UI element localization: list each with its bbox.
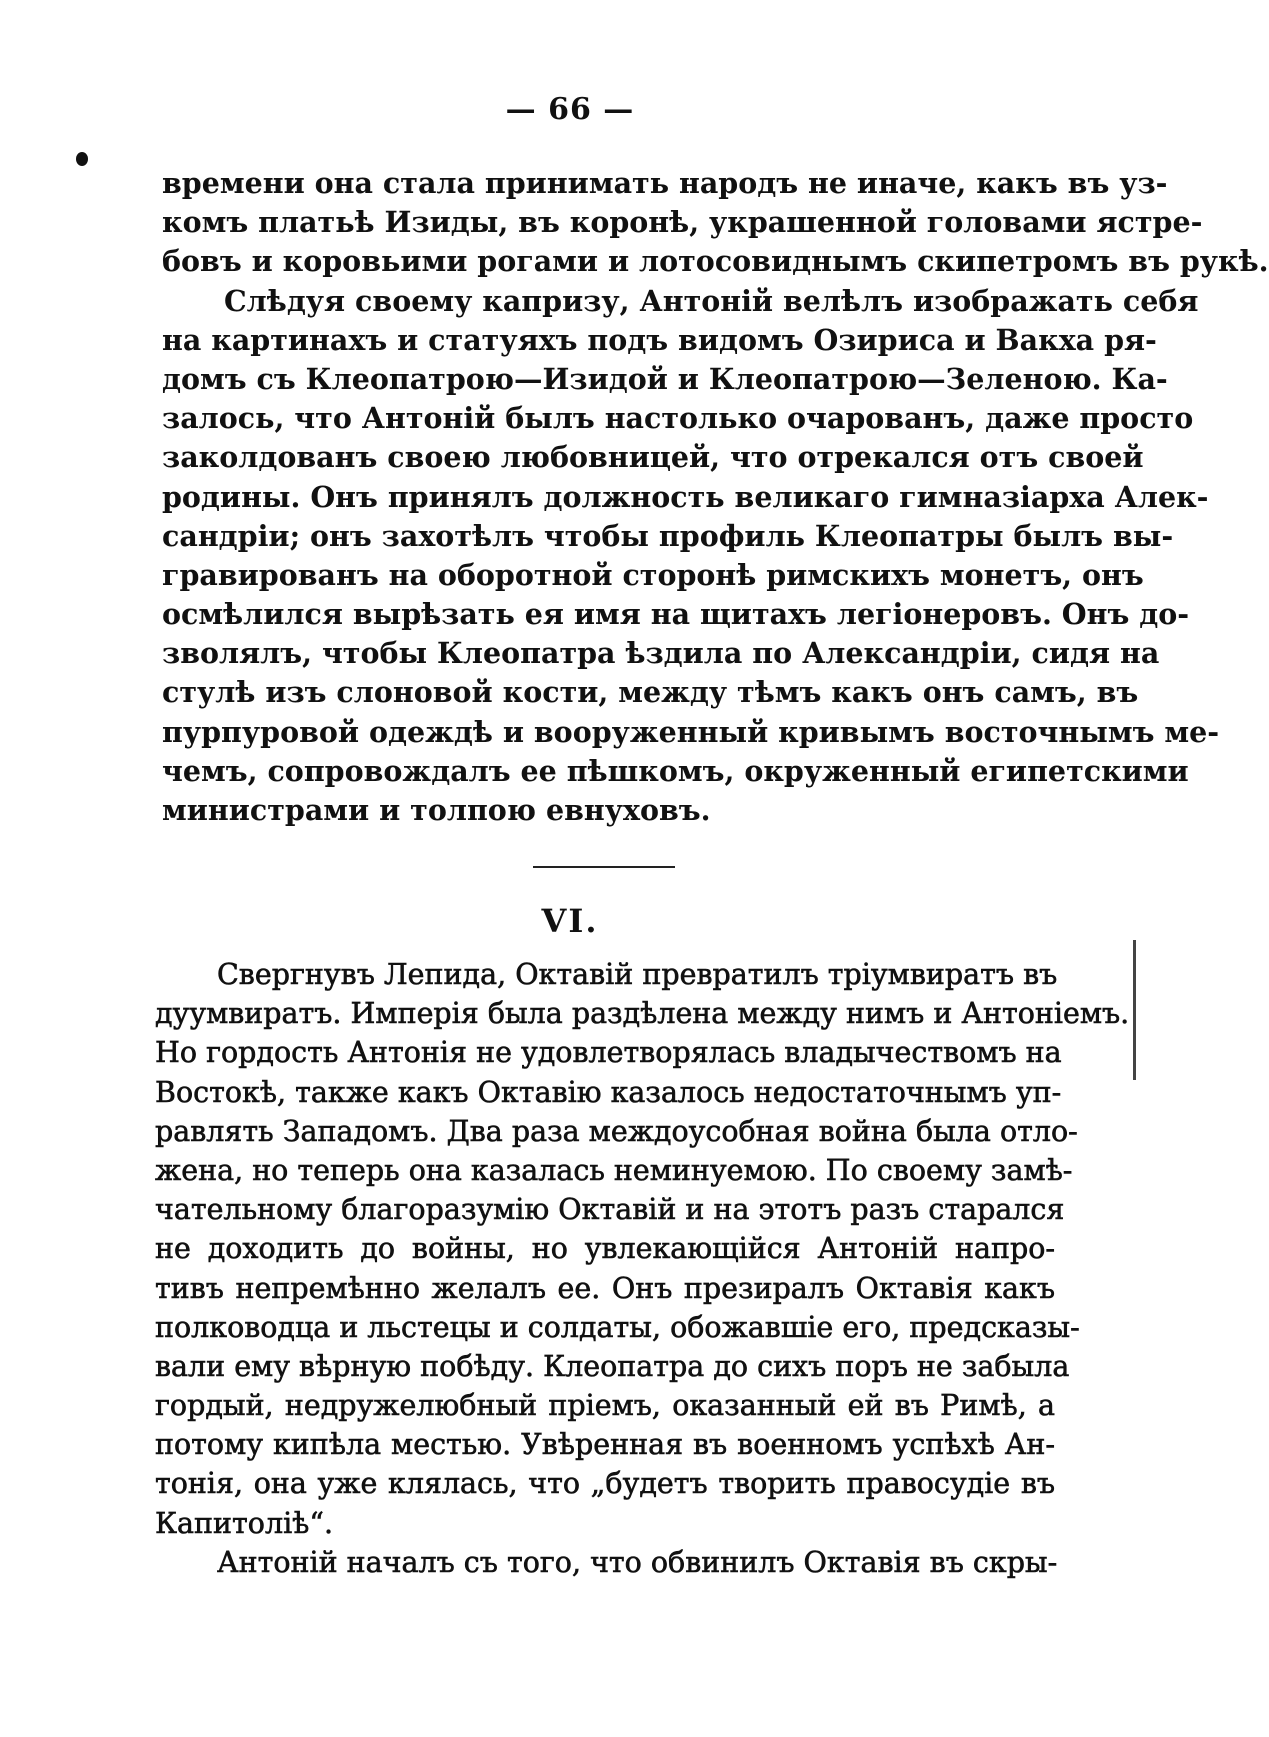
text-line: Капитоліѣ“. xyxy=(155,1506,333,1540)
text-line: чемъ, сопровождалъ ее пѣшкомъ, окруженный египетскими xyxy=(162,753,1189,788)
text-line: домъ съ Клеопатрою—Изидой и Клеопатрою—Зеленою. Ка- xyxy=(162,361,1168,396)
text-line: тивъ непремѣнно желалъ ее. Онъ презиралъ Октавія какъ xyxy=(155,1271,1055,1305)
section-2-text xyxy=(155,955,1130,1582)
text-line: дуумвиратъ. Имперія была раздѣлена между нимъ и Антоніемъ. xyxy=(155,997,1130,1031)
text-line: Востокѣ, также какъ Октавію казалось недостаточнымъ уп- xyxy=(155,1075,1062,1109)
section-divider xyxy=(533,866,675,868)
section-heading: VI. xyxy=(541,902,599,940)
text-line: гордый, недружелюбный пріемъ, оказанный ей въ Римѣ, а xyxy=(155,1389,1055,1423)
text-line: на картинахъ и статуяхъ подъ видомъ Озириса и Вакха ря- xyxy=(162,322,1157,357)
text-line: Слѣдуя своему капризу, Антоній велѣлъ изображать себя xyxy=(224,283,1199,318)
text-line: потому кипѣла местью. Увѣренная въ военномъ успѣхѣ Ан- xyxy=(155,1428,1055,1462)
page-number: — 66 — xyxy=(505,92,635,127)
text-line: сандріи; онъ захотѣлъ чтобы профиль Клеопатры былъ вы- xyxy=(162,518,1174,553)
text-line: тонія, она уже клялась, что „будетъ творить правосудіе въ xyxy=(155,1467,1055,1501)
text-line: стулѣ изъ слоновой кости, между тѣмъ какъ онъ самъ, въ xyxy=(162,675,1139,710)
text-line: гравированъ на оборотной сторонѣ римскихъ монетъ, онъ xyxy=(162,557,1144,592)
text-line: Антоній началъ съ того, что обвинилъ Октавія въ скры- xyxy=(217,1545,1058,1579)
text-line: заколдованъ своею любовницей, что отрекался отъ своей xyxy=(162,440,1144,475)
text-line: залось, что Антоній былъ настолько очарованъ, даже просто xyxy=(162,401,1194,436)
section-1-text xyxy=(162,164,1269,830)
text-line: министрами и толпою евнуховъ. xyxy=(162,793,711,827)
text-line: времени она стала принимать народъ не иначе, какъ въ уз- xyxy=(162,166,1168,200)
text-line: Но гордость Антонія не удовлетворялась владычествомъ на xyxy=(155,1036,1062,1070)
text-line: бовъ и коровьими рогами и лотосовиднымъ скипетромъ въ рукѣ. xyxy=(162,244,1269,279)
text-line: вали ему вѣрную побѣду. Клеопатра до сихъ поръ не забыла xyxy=(155,1349,1070,1383)
text-line: комъ платьѣ Изиды, въ коронѣ, украшенной головами ястре- xyxy=(162,205,1203,240)
text-line: родины. Онъ принялъ должность великаго гимназіарха Алек- xyxy=(162,479,1209,514)
binding-hole-mark xyxy=(76,152,88,166)
text-line: не доходить до войны, но увлекающійся Антоній напро- xyxy=(155,1232,1055,1266)
text-line: пурпуровой одеждѣ и вооруженный кривымъ восточнымъ ме- xyxy=(162,714,1220,749)
page-edge-shadow xyxy=(1133,940,1136,1080)
text-line: осмѣлился вырѣзать ея имя на щитахъ легіонеровъ. Онъ до- xyxy=(162,597,1190,632)
text-line: зволялъ, чтобы Клеопатра ѣздила по Александріи, сидя на xyxy=(162,636,1160,671)
text-line: полководца и льстецы и солдаты, обожавшіе его, предсказы- xyxy=(155,1310,1080,1344)
text-line: чательному благоразумію Октавій и на этотъ разъ старался xyxy=(155,1193,1065,1227)
text-line: жена, но теперь она казалась неминуемою. По своему замѣ- xyxy=(155,1153,1073,1187)
text-line: Свергнувъ Лепида, Октавій превратилъ тріумвиратъ въ xyxy=(217,958,1058,991)
text-line: равлять Западомъ. Два раза междоусобная война была отло- xyxy=(155,1114,1078,1148)
